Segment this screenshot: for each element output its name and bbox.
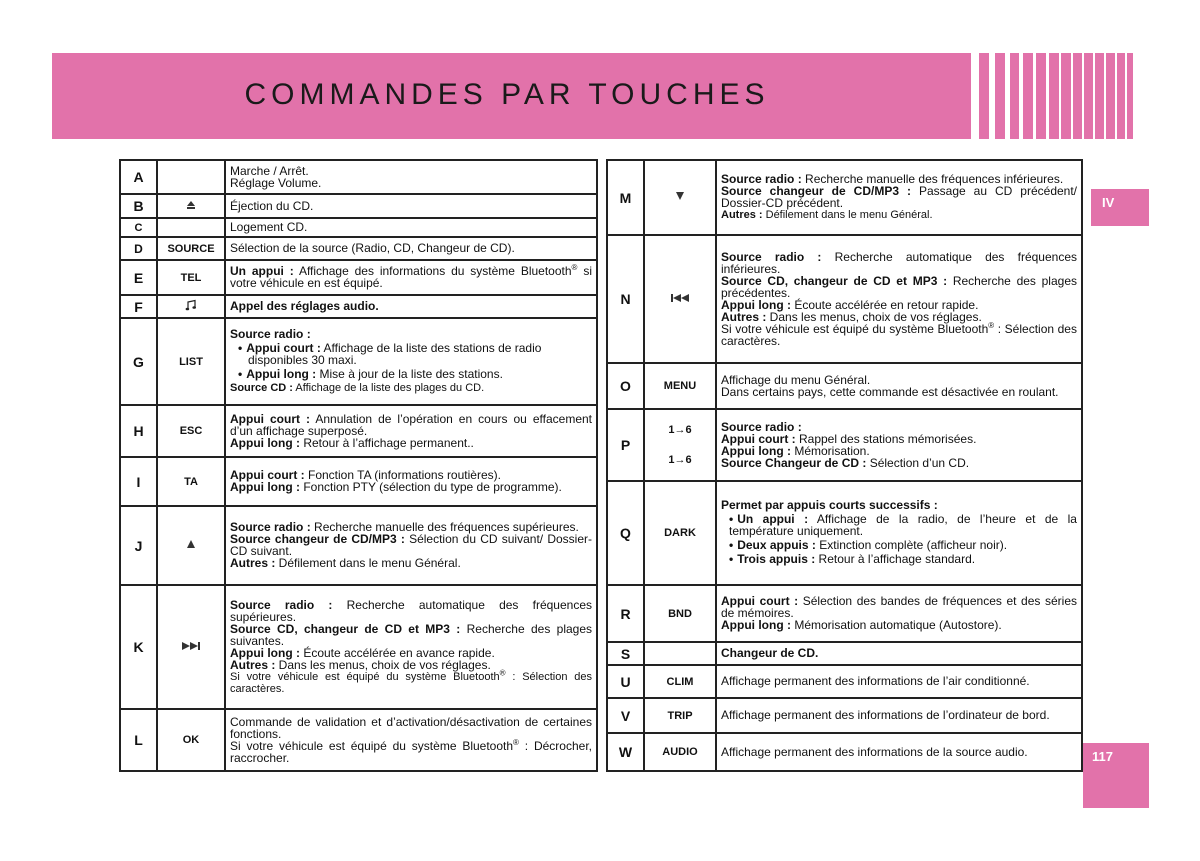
key-icon-empty: [157, 218, 225, 237]
key-letter: O: [607, 363, 644, 409]
key-letter: E: [120, 260, 157, 295]
table-row: [607, 733, 1082, 771]
key-letter: K: [120, 585, 157, 709]
table-row: [607, 665, 1082, 698]
chapter-tab: IV: [1091, 189, 1149, 226]
key-icon-empty: [157, 160, 225, 194]
eject-icon: [157, 194, 225, 218]
title-banner: [52, 53, 1133, 139]
decorative-stripe: [989, 53, 995, 139]
key-description: Source radio : Appui court : Rappel des stations mémorisées. Appui long : Mémorisation. Source Changeur de CD : Sélection d’un CD.: [716, 409, 1082, 481]
key-description: Appel des réglages audio.: [225, 295, 597, 318]
ok-key-label: OK: [157, 709, 225, 771]
decorative-stripe: [1082, 53, 1084, 139]
key-letter: P: [607, 409, 644, 481]
key-description: Affichage permanent des informations de l’ordinateur de bord.: [716, 698, 1082, 733]
table-row: [607, 698, 1082, 733]
key-description: Appui court : Annulation de l’opération en cours ou effacement d’un affichage superposé. Appui long : Retour à l’affichage permanent..: [225, 405, 597, 457]
left-command-table: [119, 159, 598, 772]
key-letter: M: [607, 160, 644, 235]
key-letter: I: [120, 457, 157, 506]
preset-keys-label: 1→6 1→6: [644, 409, 716, 481]
key-description: Un appui : Affichage des informations du système Bluetooth® si votre véhicule en est équipé.: [225, 260, 597, 295]
table-row: [120, 237, 597, 260]
page-number: 117: [1083, 743, 1149, 808]
key-letter: D: [120, 237, 157, 260]
decorative-stripe: [1071, 53, 1073, 139]
key-letter: N: [607, 235, 644, 363]
key-letter: W: [607, 733, 644, 771]
key-description: Appui court : Sélection des bandes de fréquences et des séries de mémoires. Appui long : Mémorisation automatique (Autostore).: [716, 585, 1082, 642]
tel-key-label: TEL: [157, 260, 225, 295]
key-description: Affichage du menu Général. Dans certains pays, cette commande est désactivée en roulant.: [716, 363, 1082, 409]
key-letter: L: [120, 709, 157, 771]
table-row: [120, 585, 597, 709]
key-description: Commande de validation et d’activation/désactivation de certaines fonctions. Si votre véhicule est équipé du système Bluetooth® : Décrocher, raccrocher.: [225, 709, 597, 771]
bnd-key-label: BND: [644, 585, 716, 642]
key-letter: V: [607, 698, 644, 733]
trip-key-label: TRIP: [644, 698, 716, 733]
decorative-stripe: [1059, 53, 1061, 139]
table-row: [120, 194, 597, 218]
table-row: [120, 295, 597, 318]
key-description: Affichage permanent des informations de la source audio.: [716, 733, 1082, 771]
key-letter: S: [607, 642, 644, 665]
key-description: Affichage permanent des informations de l’air conditionné.: [716, 665, 1082, 698]
table-row: [607, 160, 1082, 235]
key-letter: G: [120, 318, 157, 405]
esc-key-label: ESC: [157, 405, 225, 457]
table-row: [607, 235, 1082, 363]
key-description: Sélection de la source (Radio, CD, Changeur de CD).: [225, 237, 597, 260]
key-description: Source radio : • Appui court : Affichage de la liste des stations de radio disponibles 30 maxi. • Appui long : Mise à jour de la liste des stations. Source CD : Affichage de la liste des plages du CD.: [225, 318, 597, 405]
key-description: Source radio : Recherche automatique des fréquences inférieures. Source CD, changeur de CD et MP3 : Recherche des plages précédentes. Appui long : Écoute accélérée en retour rapide. Autres : Dans les menus, choix de vos réglages. Si votre véhicule est équipé du système Bluetooth® : Sélection des caractères.: [716, 235, 1082, 363]
decorative-stripe: [1115, 53, 1117, 139]
table-row: [120, 457, 597, 506]
table-row: [120, 506, 597, 585]
key-description: Logement CD.: [225, 218, 597, 237]
table-row: [607, 409, 1082, 481]
key-description: Permet par appuis courts successifs : • Un appui : Affichage de la radio, de l’heure et de la température uniquement. • Deux appuis : Extinction complète (afficheur noir). • Trois appuis : Retour à l’affichage standard.: [716, 481, 1082, 585]
decorative-stripe: [971, 53, 979, 139]
decorative-stripe: [1104, 53, 1106, 139]
table-row: [607, 363, 1082, 409]
key-description: Éjection du CD.: [225, 194, 597, 218]
music-note-icon: [157, 295, 225, 318]
decorative-stripe: [1125, 53, 1127, 139]
key-description: Source radio : Recherche automatique des fréquences supérieures. Source CD, changeur de CD et MP3 : Recherche des plages suivantes. Appui long : Écoute accélérée en avance rapide. Autres : Dans les menus, choix de vos réglages. Si votre véhicule est équipé du système Bluetooth® : Sélection des caractères.: [225, 585, 597, 709]
key-description: Source radio : Recherche manuelle des fréquences supérieures. Source changeur de CD/MP3 : Sélection du CD suivant/ Dossier-CD suivant. Autres : Défilement dans le menu Général.: [225, 506, 597, 585]
page-title: COMMANDES PAR TOUCHES: [244, 78, 770, 111]
rewind-icon: [644, 235, 716, 363]
key-letter: U: [607, 665, 644, 698]
decorative-stripe: [1019, 53, 1023, 139]
audio-key-label: AUDIO: [644, 733, 716, 771]
table-row: [120, 160, 597, 194]
up-arrow-icon: [157, 506, 225, 585]
key-letter: R: [607, 585, 644, 642]
fast-forward-icon: [157, 585, 225, 709]
table-row: [120, 218, 597, 237]
key-description: Appui court : Fonction TA (informations routières). Appui long : Fonction PTY (sélection du type de programme).: [225, 457, 597, 506]
key-letter: C: [120, 218, 157, 237]
key-letter: F: [120, 295, 157, 318]
key-letter: Q: [607, 481, 644, 585]
table-row: [120, 318, 597, 405]
key-description: Marche / Arrêt. Réglage Volume.: [225, 160, 597, 194]
key-letter: B: [120, 194, 157, 218]
table-row: [120, 709, 597, 771]
key-description: Source radio : Recherche manuelle des fréquences inférieures. Source changeur de CD/MP3 : Passage au CD précédent/ Dossier-CD précédent. Autres : Défilement dans le menu Général.: [716, 160, 1082, 235]
dark-key-label: DARK: [644, 481, 716, 585]
table-row: [120, 260, 597, 295]
down-arrow-icon: [644, 160, 716, 235]
key-letter: J: [120, 506, 157, 585]
table-row: [607, 642, 1082, 665]
decorative-stripe: [1033, 53, 1036, 139]
table-row: [607, 481, 1082, 585]
table-row: [607, 585, 1082, 642]
key-icon-empty: [644, 642, 716, 665]
list-key-label: LIST: [157, 318, 225, 405]
key-letter: A: [120, 160, 157, 194]
right-command-table: [606, 159, 1083, 772]
source-key-label: SOURCE: [157, 237, 225, 260]
decorative-stripe: [1046, 53, 1049, 139]
key-letter: H: [120, 405, 157, 457]
decorative-stripe: [1093, 53, 1095, 139]
ta-key-label: TA: [157, 457, 225, 506]
clim-key-label: CLIM: [644, 665, 716, 698]
table-row: [120, 405, 597, 457]
decorative-stripe: [1005, 53, 1010, 139]
key-description: Changeur de CD.: [716, 642, 1082, 665]
menu-key-label: MENU: [644, 363, 716, 409]
